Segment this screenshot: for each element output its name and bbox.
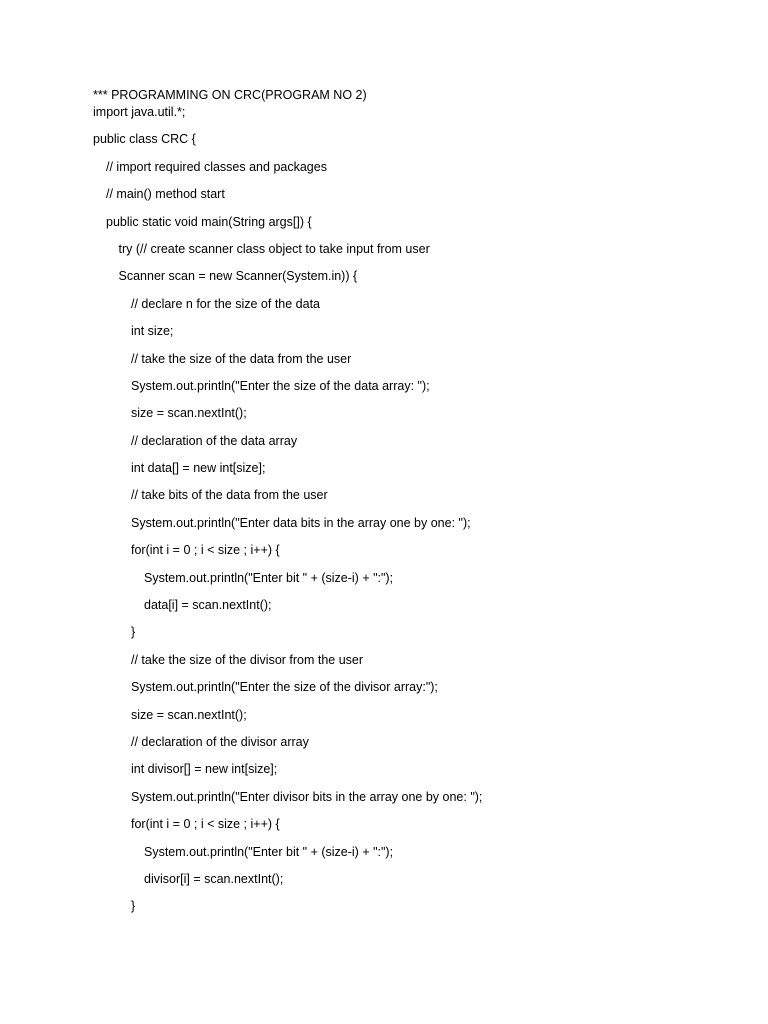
code-line: // declaration of the divisor array — [131, 734, 309, 749]
code-listing — [93, 104, 482, 926]
code-line: // take the size of the data from the user — [131, 351, 352, 366]
code-line: Scanner scan = new Scanner(System.in)) { — [118, 269, 358, 284]
code-line: // main() method start — [106, 187, 225, 202]
code-line: divisor[i] = scan.nextInt(); — [144, 871, 284, 886]
code-line: // take bits of the data from the user — [131, 488, 328, 503]
code-line: data[i] = scan.nextInt(); — [144, 598, 272, 613]
code-line: int size; — [131, 324, 174, 339]
code-line: size = scan.nextInt(); — [131, 406, 247, 421]
code-line: System.out.println("Enter data bits in the array one by one: "); — [131, 515, 471, 530]
code-line: // take the size of the divisor from the user — [131, 652, 364, 667]
code-line: int divisor[] = new int[size]; — [131, 762, 278, 777]
code-line: int data[] = new int[size]; — [131, 461, 266, 476]
code-line: System.out.println("Enter bit " + (size-i) + ":"); — [144, 844, 394, 859]
code-line: System.out.println("Enter bit " + (size-i) + ":"); — [144, 570, 394, 585]
code-line: // declaration of the data array — [131, 433, 298, 448]
code-line: // import required classes and packages — [106, 159, 327, 174]
code-line: import java.util.*; — [93, 105, 186, 119]
document-heading: *** PROGRAMMING ON CRC(PROGRAM NO 2) — [93, 88, 367, 102]
code-line: System.out.println("Enter the size of the divisor array:"); — [131, 680, 438, 695]
code-line: try (// create scanner class object to take input from user — [118, 241, 430, 256]
code-line: public class CRC { — [93, 132, 196, 147]
code-line: public static void main(String args[]) { — [106, 214, 312, 229]
code-line: for(int i = 0 ; i < size ; i++) { — [131, 543, 280, 558]
code-line: } — [131, 625, 136, 640]
code-line: // declare n for the size of the data — [131, 296, 321, 311]
code-line: System.out.println("Enter divisor bits in the array one by one: "); — [131, 789, 483, 804]
code-line: } — [131, 899, 136, 914]
code-line: System.out.println("Enter the size of the data array: "); — [131, 378, 430, 393]
code-line: for(int i = 0 ; i < size ; i++) { — [131, 817, 280, 832]
code-line: size = scan.nextInt(); — [131, 707, 247, 722]
